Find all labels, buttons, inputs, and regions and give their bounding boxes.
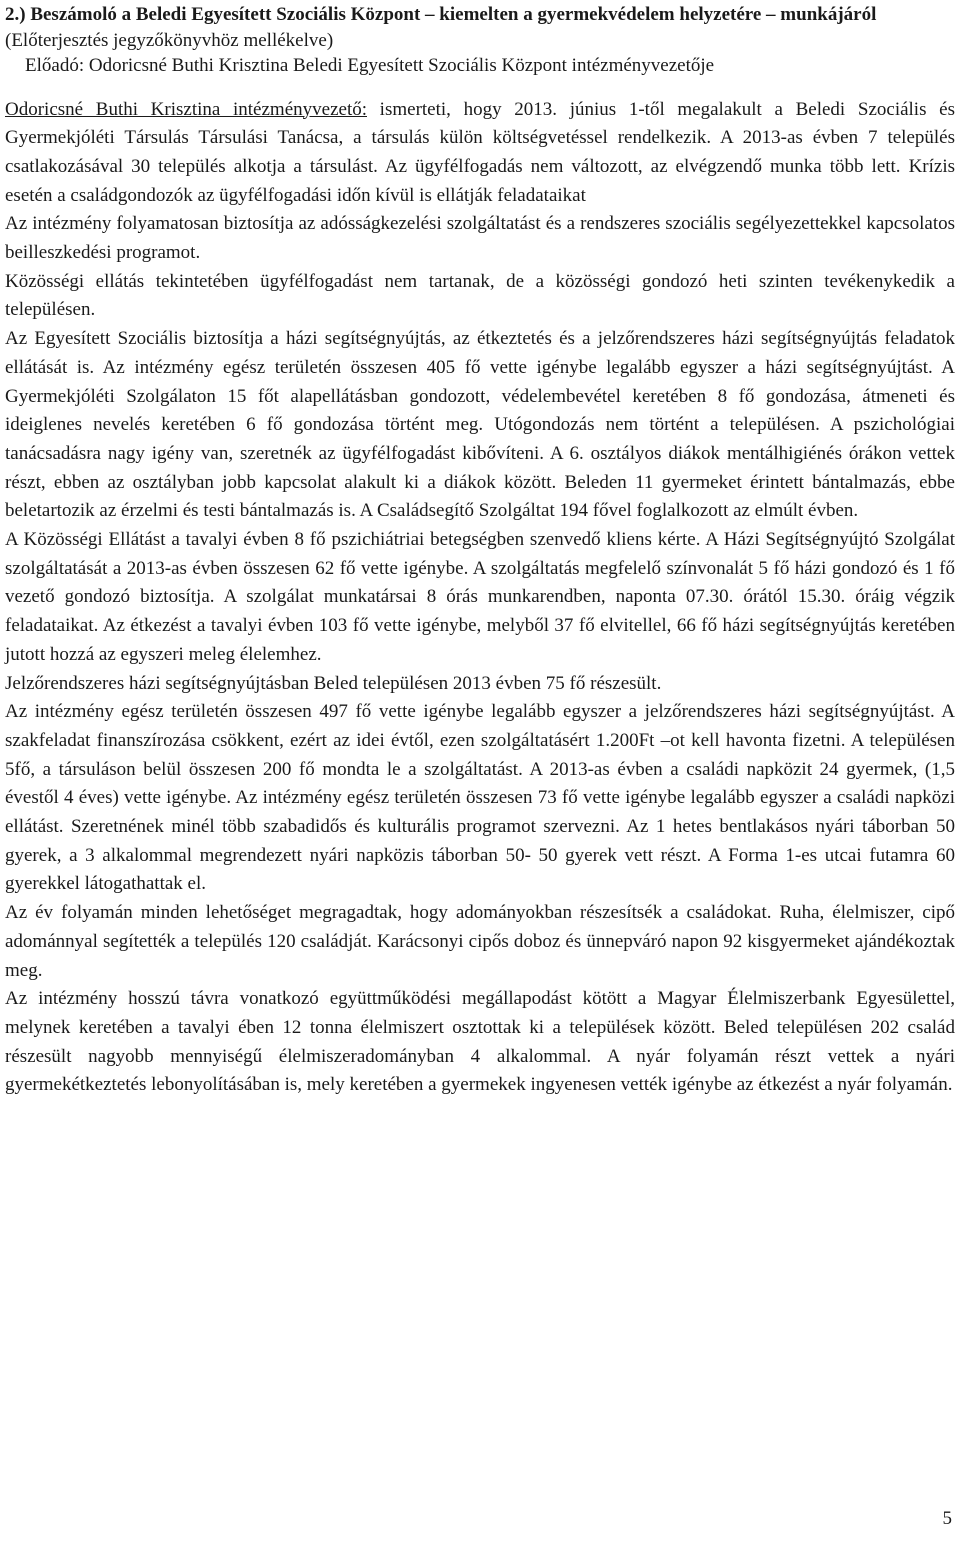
paragraph: Közösségi ellátás tekintetében ügyfélfogadást nem tartanak, de a közösségi gondozó heti szinten tevékenykedik a településen. <box>5 270 955 321</box>
agenda-title: Beszámoló a Beledi Egyesített Szociális Központ – kiemelten a gyermekvédelem helyzetére – munkájáról <box>30 4 877 25</box>
paragraph: Az Egyesített Szociális biztosítja a házi segítségnyújtás, az étkeztetés és a jelzőrendszeres házi segítségnyújtás feladatok ellátását is. Az intézmény egész területén összesen 405 fő vette igénybe legalább egyszer a házi segítségnyújtást. A Gyermekjóléti Szolgálaton 15 főt alapellátásban gondozott, védelembevétel keretében 8 fő gondozása, átmeneti és ideiglenes nevelés keretében 6 fő gondozása történt meg. Utógondozás nem történt a településen. A pszichológiai tanácsadásra nagy igény van, szeretnék az ügyfélfogadást kibővíteni. A 6. osztályos diákok mentálhigiénés órákon vettek részt, ebben az osztályban jobb kapcsolat alakult ki a diákok között. Beleden 11 gyermeket érintett bántalmazás, ebbe beletartozik az érzelmi és testi bántalmazás is. A Családsegítő Szolgáltat 194 fővel foglalkozott az elmúlt évben. <box>5 328 955 522</box>
intro-text: ismerteti, hogy 2013. június 1-től megalakult a Beledi Szociális és Gyermekjóléti Társulás Társulási Tanácsa, a társulás külön költségvetéssel rendelkezik. A 2013-as évben 7 település csatlakozásával 30 település alkotja a társulást. Az ügyfélfogadás nem változott, az elvégzendő munka több lett. Krízis esetén a családgondozók az ügyfélfogadási időn kívül is ellátják feladataikat <box>5 98 955 206</box>
paragraph: Az intézmény folyamatosan biztosítja az adósságkezelési szolgáltatást és a rendszeres szociális segélyezettekkel kapcsolatos beilleszkedési programot. <box>5 213 955 264</box>
paragraph: Az intézmény hosszú távra vonatkozó együttműködési megállapodást kötött a Magyar Élelmiszerbank Egyesülettel, melynek keretében a tavalyi ében 12 tonna élelmiszert osztottak ki a települések között. Beled településen 202 család részesült nagyobb mennyiségű élelmiszeradományban 4 alkalommal. A nyár folyamán részt vettek a nyári gyermekétkeztetés lebonyolításában is, mely keretében a gyermekek ingyenesen vették igénybe az étkezést a nyár folyamán. <box>5 988 955 1096</box>
agenda-heading <box>5 2 955 79</box>
paragraph: Az év folyamán minden lehetőséget megragadtak, hogy adományokban részesítsék a családokat. Ruha, élelmiszer, cipő adománnyal segítették a település 120 családját. Karácsonyi cipős doboz és ünnepváró napon 92 kisgyermeket ajándékoztak meg. <box>5 902 955 981</box>
document-page <box>5 0 955 1100</box>
paragraph: A Közösségi Ellátást a tavalyi évben 8 fő pszichiátriai betegségben szenvedő kliens kérte. A Házi Segítségnyújtó Szolgálat szolgáltatását a 2013-as évben összesen 62 fő vette igénybe. A szolgáltatás megfelelő színvonalát 5 fő házi gondozó és 1 fő vezető gondozó biztosítja. A szolgálat munkatársai 8 órás munkarendben, naponta 07.30. órától 15.30. óráig végzik feladataikat. Az étkezést a tavalyi évben 103 fő vette igénybe, melyből 37 fő elvitellel, 66 fő házi segítségnyújtás keretében jutott hozzá az egyszeri meleg élelemhez. <box>5 529 955 665</box>
paragraph: Az intézmény egész területén összesen 497 fő vette igénybe legalább egyszer a jelzőrendszeres házi segítségnyújtást. A szakfeladat finanszírozása csökkent, ezért az idei évtől, ezen szolgáltatásért 1.200Ft –ot kell havonta fizetni. A településen 5fő, a társuláson belül összesen 200 fő mondta le a szolgáltatást. A 2013-as évben a családi napközit 24 gyermek, (1,5 évestől 4 éves) vette igénybe. Az intézmény egész területén összesen 73 fő vette igénybe legalább egyszer a családi napközi ellátást. Szeretnének minél több szabadidős és kulturális programot szervezni. Az 1 hetes bentlakásos nyári táborban 50 gyerek, a 3 alkalommal megrendezett nyári napközis táborban 50- 50 gyerek vett részt. A Forma 1-es utcai futamra 60 gyerekkel látogathattak el. <box>5 701 955 895</box>
agenda-note: (Előterjesztés jegyzőkönyvhöz mellékelve) <box>5 29 334 51</box>
speaker-name: Odoricsné Buthi Krisztina intézményvezető: <box>5 98 367 120</box>
intro-paragraph <box>5 96 955 211</box>
document-body <box>5 96 955 1101</box>
agenda-presenter: Előadó: Odoricsné Buthi Krisztina Beledi Egyesített Szociális Központ intézményvezetője <box>25 55 715 76</box>
agenda-number: 2.) <box>5 4 26 25</box>
page-number: 5 <box>942 1508 952 1529</box>
paragraph: Jelzőrendszeres házi segítségnyújtásban Beled településen 2013 évben 75 fő részesült. <box>5 672 662 694</box>
